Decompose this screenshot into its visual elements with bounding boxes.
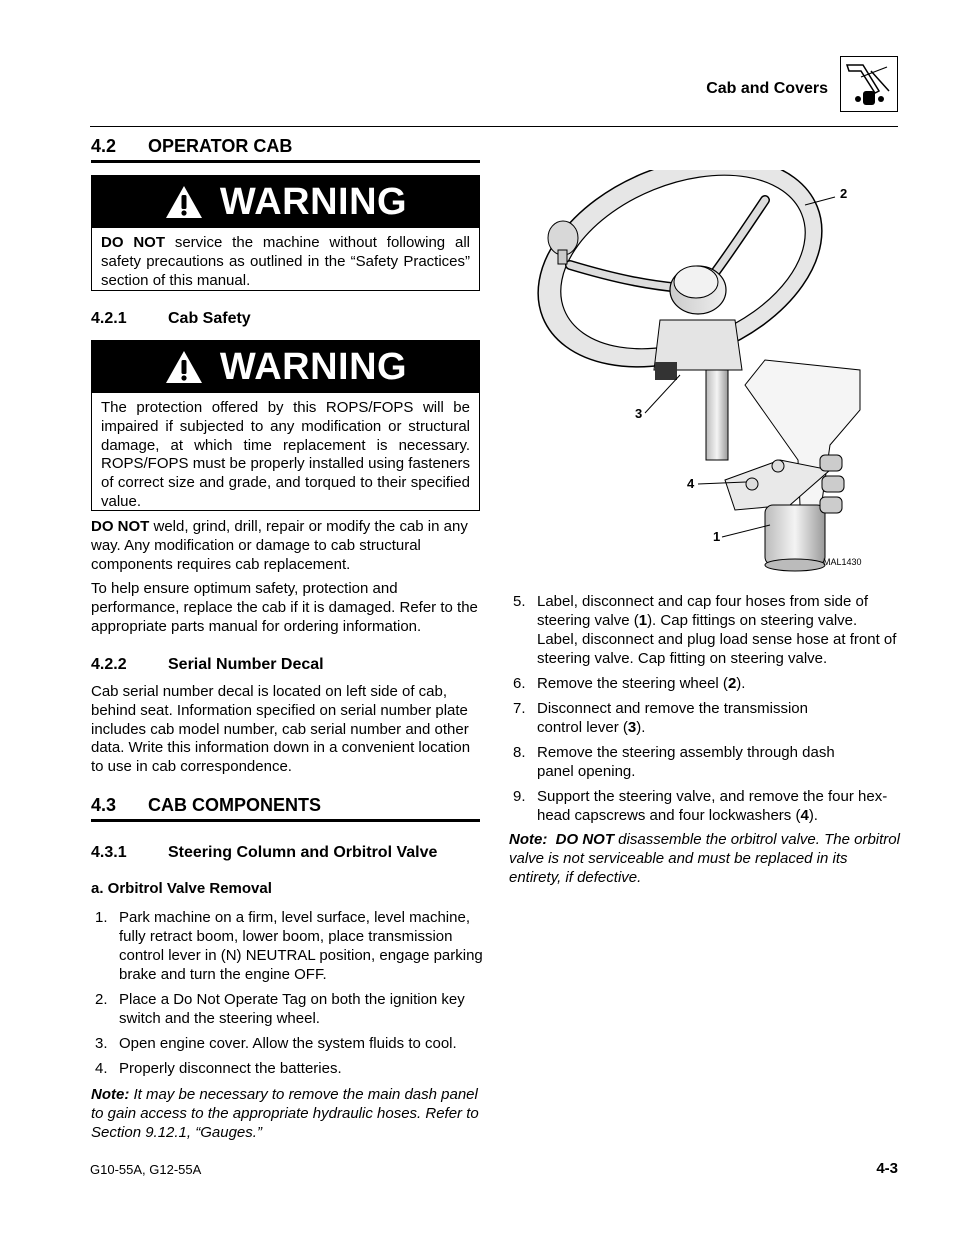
warning-header — [92, 341, 479, 393]
figure-callout-2: 2 — [840, 186, 848, 201]
list-item: 9. Support the steering valve, and remove the four hex-head capscrews and four lockwashers (4). — [513, 788, 888, 824]
warning-box-rops-fops — [91, 340, 480, 511]
section-4-3-1-heading: 4.3.1 Steering Column and Orbitrol Valve — [91, 844, 438, 861]
warning-word: WARNING — [219, 180, 408, 223]
steering-column-figure — [530, 170, 880, 575]
note-left: Note: It may be necessary to remove the main dash panel to gain access to the appropriate hydraulic hoses. Refer to Section 9.12.1, “Gauges.” — [91, 1086, 479, 1141]
section-4-2-heading: 4.2 OPERATOR CAB — [91, 136, 293, 156]
warning-header — [92, 176, 479, 228]
figure-callout-1: 1 — [713, 529, 721, 544]
running-header-title: Cab and Covers — [706, 80, 828, 97]
warning-triangle-icon — [164, 349, 204, 385]
header-rule — [90, 126, 898, 127]
steering-column-illustration — [530, 170, 880, 575]
page-number: 4-3 — [876, 1160, 898, 1177]
warning-box-safety-practices — [91, 175, 480, 291]
warning-text: The protection offered by this ROPS/FOPS will be impaired if subjected to any modification or structural damage, at which time replacement is necessary. ROPS/FOPS must be properly installed using fasteners of correct size and grade, and torqued to their specified value. — [101, 399, 470, 510]
removal-steps-list-left — [91, 908, 483, 1084]
cab-safety-paragraph-2: To help ensure optimum safety, protection and performance, replace the cab if it is damaged. Refer to the appropriate parts manual for ordering information. — [91, 580, 478, 635]
section-4-3-heading: 4.3 CAB COMPONENTS — [91, 795, 322, 815]
figure-callout-4: 4 — [687, 476, 695, 491]
warning-word: WARNING — [219, 345, 408, 388]
section-4-2-2-heading: 4.2.2 Serial Number Decal — [91, 656, 324, 673]
list-item: 4. Properly disconnect the batteries. — [95, 1060, 342, 1077]
removal-steps-list-right — [509, 592, 901, 831]
list-item: 3. Open engine cover. Allow the system fluids to cool. — [95, 1035, 457, 1052]
footer-models: G10-55A, G12-55A — [90, 1162, 202, 1177]
list-item: 5. Label, disconnect and cap four hoses from side of steering valve (1). Cap fittings on steering valve. Label, disconnect and plug load sense hose at front of steering valve. Cap fitting on steering valve. — [513, 593, 897, 667]
section-rule — [91, 819, 480, 822]
list-item: 1. Park machine on a firm, level surface, level machine, fully retract boom, lower boom, place transmission control lever in (N) NEUTRAL position, engage parking brake and turn the engine OFF. — [95, 909, 483, 983]
list-item: 6. Remove the steering wheel (2). — [513, 675, 746, 692]
cab-safety-paragraph-1: DO NOT weld, grind, drill, repair or modify the cab in any way. Any modification or damage to cab structural components requires cab replacement. — [91, 518, 468, 573]
telehandler-machine-icon — [840, 56, 898, 112]
warning-text: DO NOT service the machine without following all safety precautions as outlined in the “Safety Practices” section of this manual. — [101, 234, 470, 289]
figure-callout-3: 3 — [635, 406, 643, 421]
section-4-2-1-heading: 4.2.1 Cab Safety — [91, 310, 251, 327]
list-item: 2. Place a Do Not Operate Tag on both the ignition key switch and the steering wheel. — [95, 991, 465, 1027]
serial-number-paragraph: Cab serial number decal is located on left side of cab, behind seat. Information specified on serial number plate includes cab model number, cab serial number and other data. Write this information down in a convenient location to use in cab correspondence. — [91, 683, 471, 776]
subsection-a-heading: a. Orbitrol Valve Removal — [91, 880, 272, 897]
list-item: 7. Disconnect and remove the transmission control lever (3). — [513, 700, 808, 736]
section-rule — [91, 160, 480, 163]
note-right: Note: DO NOT disassemble the orbitrol valve. The orbitrol valve is not serviceable and must be replaced in its entirety, if defective. — [509, 831, 900, 886]
warning-triangle-icon — [164, 184, 204, 220]
list-item: 8. Remove the steering assembly through dash panel opening. — [513, 744, 835, 780]
figure-id: MAL1430 — [823, 557, 862, 567]
